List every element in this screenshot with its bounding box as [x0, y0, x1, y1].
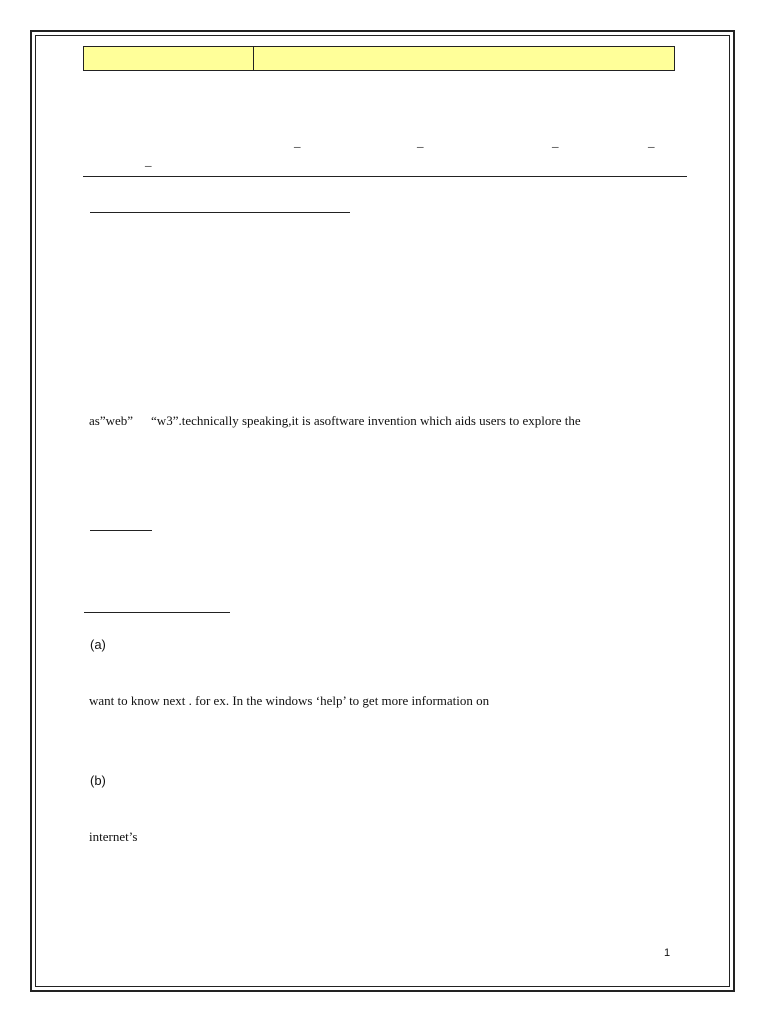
section-a-label: (a) — [90, 637, 106, 652]
heading-underline-3 — [84, 612, 230, 613]
blank-dash-3: _ — [552, 134, 559, 149]
header-divider-rule — [83, 176, 687, 177]
blank-dash-5: _ — [145, 153, 152, 168]
blank-dash-1: _ — [294, 134, 301, 149]
section-b-text: internet’s — [89, 829, 138, 844]
paragraph-part-b: “w3”.technically speaking,it is asoftware invention which aids users to explore the — [151, 413, 581, 428]
blank-dash-2: _ — [417, 134, 424, 149]
section-a-text: want to know next . for ex. In the windows ‘help’ to get more information on — [89, 693, 490, 708]
section-b-label: (b) — [90, 773, 106, 788]
paragraph-line — [89, 413, 581, 429]
header-table — [83, 46, 675, 71]
header-cell-left — [84, 47, 254, 70]
page-border-inner — [35, 35, 730, 987]
header-cell-right — [254, 47, 674, 70]
heading-underline-1 — [90, 212, 350, 213]
heading-underline-2 — [90, 530, 152, 531]
paragraph-part-a: as”web” — [89, 413, 134, 428]
blank-dash-4: _ — [648, 134, 655, 149]
page-number: 1 — [664, 947, 671, 959]
